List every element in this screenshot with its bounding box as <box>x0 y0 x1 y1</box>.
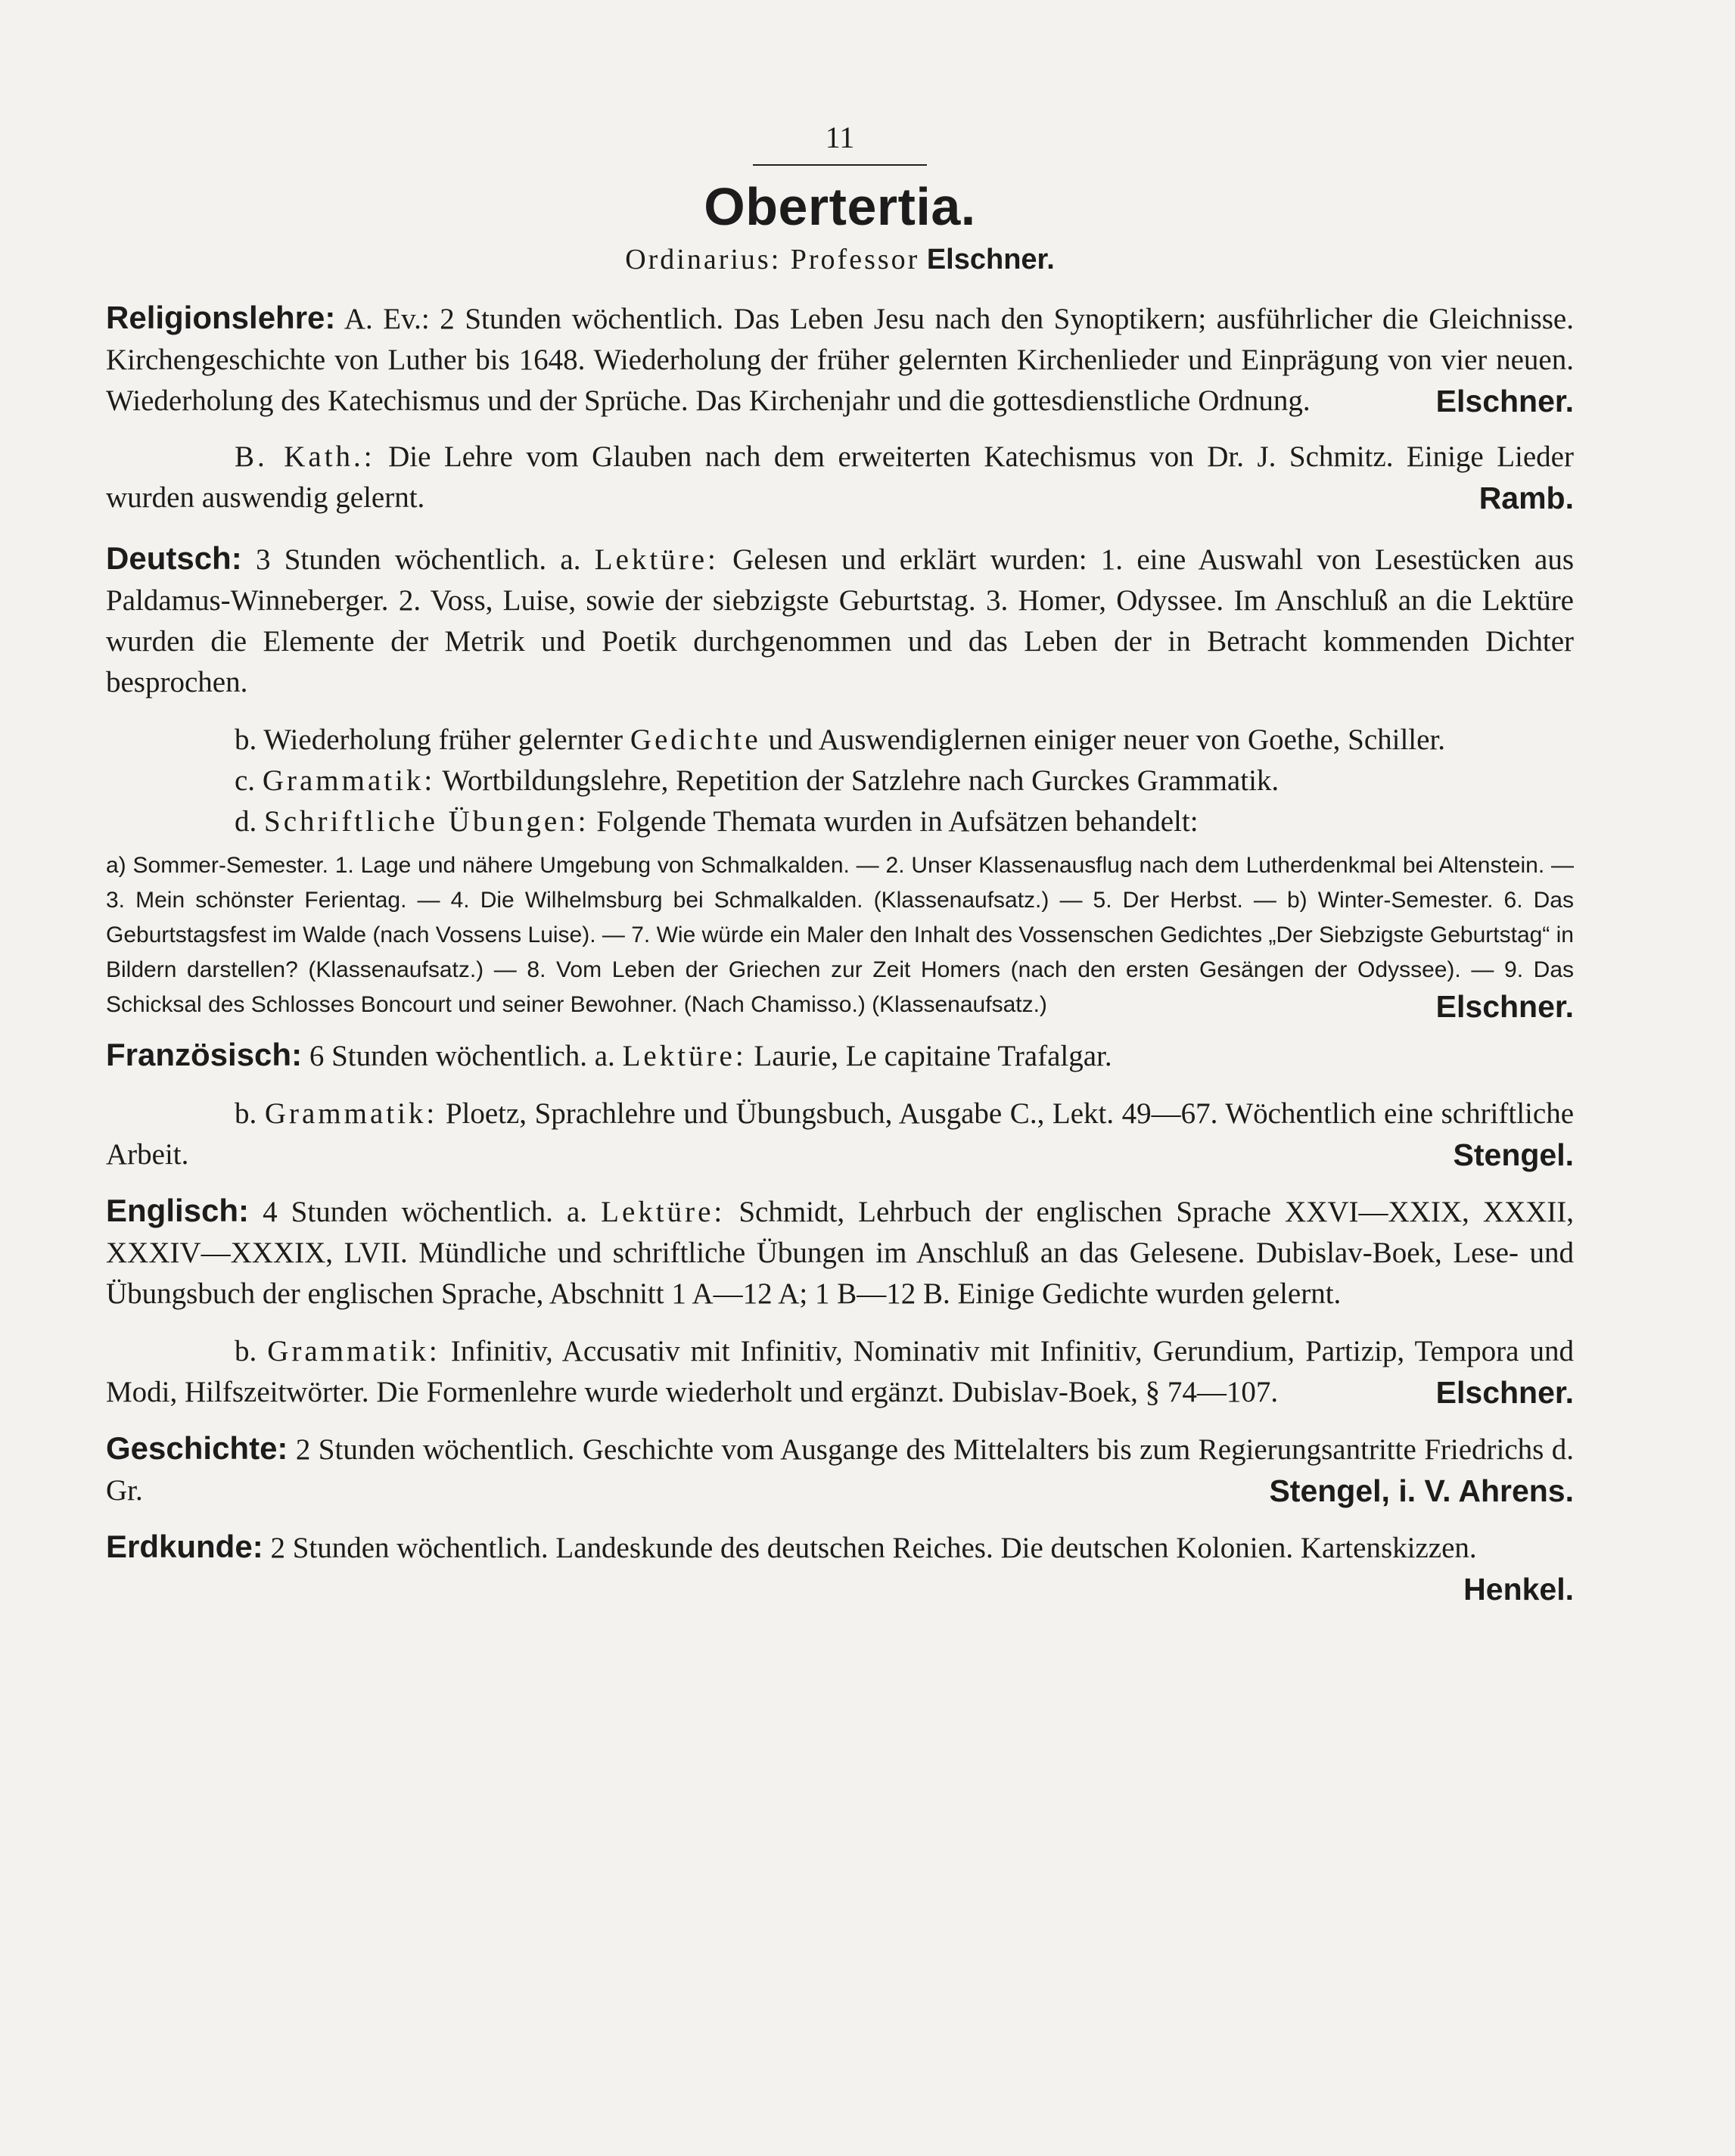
deutsch-d-post: Folgende Themata wurden in Aufsätzen behandelt: <box>596 804 1199 838</box>
page-number-rule <box>753 164 927 166</box>
deutsch-b-pre: b. Wiederholung früher gelernter <box>235 723 623 756</box>
franzoesisch-b-paragraph <box>106 1094 1574 1175</box>
deutsch-c-post: Wortbildungslehre, Repetition der Satzlehre nach Gurckes Grammatik. <box>442 764 1279 797</box>
englisch-heading: Englisch: <box>106 1192 250 1228</box>
deutsch-d-spaced: Schriftliche Übungen: <box>264 804 589 838</box>
deutsch-c-spaced: Grammatik: <box>262 764 436 797</box>
erdkunde-heading: Erdkunde: <box>106 1528 263 1564</box>
englisch-b-spaced: Grammatik: <box>267 1334 440 1367</box>
geschichte-teacher: Stengel, i. V. Ahrens. <box>1269 1473 1574 1508</box>
deutsch-c-pre: c. <box>235 764 256 797</box>
religion-ev-paragraph <box>106 297 1574 422</box>
ordinarius-label: Ordinarius: Professor <box>625 243 920 275</box>
franzoesisch-lektuere-label: Lektüre: <box>622 1039 747 1072</box>
franzoesisch-b-post: Ploetz, Sprachlehre und Übungsbuch, Ausgabe C., Lekt. 49—67. Wöchentlich eine schriftliche Arbeit. <box>106 1097 1574 1171</box>
englisch-lektuere-text: Schmidt, Lehrbuch der englischen Sprache XXVI—XXIX, XXXII, XXXIV—XXXIX, LVII. Mündliche und schriftliche Übungen im Anschluß an das Gelesene. Dubislav-Boek, Lese- und Übungsbuch der englischen Sprache, Abschnitt 1 A—12 A; 1 B—12 B. Einige Gedichte wurden gelernt. <box>106 1195 1575 1310</box>
erdkunde-paragraph <box>106 1526 1574 1607</box>
religion-kath-label: B. Kath.: <box>235 440 375 473</box>
religion-kath-paragraph <box>106 437 1574 518</box>
erdkunde-teacher: Henkel. <box>1463 1571 1574 1607</box>
religion-heading: Religionslehre: <box>106 299 336 335</box>
page-title: Obertertia. <box>704 177 976 236</box>
document-page <box>106 114 1574 1610</box>
ordinarius-name: Elschner. <box>926 243 1055 275</box>
deutsch-b-paragraph <box>106 720 1574 761</box>
section-englisch <box>106 1190 1574 1413</box>
deutsch-d-paragraph <box>106 801 1574 842</box>
geschichte-heading: Geschichte: <box>106 1430 288 1466</box>
deutsch-c-paragraph <box>106 761 1574 801</box>
section-geschichte <box>106 1428 1574 1511</box>
religion-kath-text: Die Lehre vom Glauben nach dem erweiterten Katechismus von Dr. J. Schmitz. Einige Lieder wurden auswendig gelernt. <box>106 440 1574 514</box>
franzoesisch-heading: Französisch: <box>106 1036 303 1072</box>
franzoesisch-a-paragraph <box>106 1034 1574 1077</box>
deutsch-intro: 3 Stunden wöchentlich. a. <box>255 543 581 576</box>
section-religion-kath <box>106 437 1574 518</box>
deutsch-a-paragraph <box>106 538 1574 703</box>
deutsch-teacher: Elschner. <box>1435 988 1574 1024</box>
geschichte-text: 2 Stunden wöchentlich. Geschichte vom Ausgange des Mittelalters bis zum Regierungsantritte Friedrichs d. Gr. <box>106 1433 1575 1507</box>
deutsch-lektuere-label: Lektüre: <box>594 543 719 576</box>
deutsch-lektuere-text: Gelesen und erklärt wurden: 1. eine Auswahl von Lesestücken aus Paldamus-Winneberger. 2. Voss, Luise, sowie der siebzigste Geburtstag. 3. Homer, Odyssee. Im Anschluß an die Lektüre wurden die Elemente der Metrik und Poetik durchgenommen und das Leben der in Betracht kommenden Dichter besprochen. <box>106 543 1575 698</box>
page-number: 11 <box>825 120 855 154</box>
section-franzoesisch <box>106 1034 1574 1175</box>
franzoesisch-b-pre: b. <box>235 1097 257 1130</box>
englisch-b-paragraph <box>106 1331 1574 1413</box>
deutsch-themes <box>106 848 1574 1024</box>
geschichte-paragraph <box>106 1428 1574 1511</box>
deutsch-d-pre: d. <box>235 804 257 838</box>
englisch-teacher: Elschner. <box>1435 1374 1574 1410</box>
englisch-lektuere-label: Lektüre: <box>601 1195 726 1228</box>
franzoesisch-lektuere-text: Laurie, Le capitaine Trafalgar. <box>754 1039 1112 1072</box>
englisch-a-paragraph <box>106 1190 1574 1314</box>
religion-ev-teacher: Elschner. <box>1435 383 1574 418</box>
religion-kath-teacher: Ramb. <box>1478 480 1574 515</box>
englisch-b-pre: b. <box>235 1334 257 1367</box>
erdkunde-text: 2 Stunden wöchentlich. Landeskunde des deutschen Reiches. Die deutschen Kolonien. Kartenskizzen. <box>270 1531 1477 1564</box>
franzoesisch-b-spaced: Grammatik: <box>264 1097 438 1130</box>
ordinarius-line <box>106 243 1574 276</box>
englisch-intro: 4 Stunden wöchentlich. a. <box>263 1195 588 1228</box>
deutsch-b-post: und Auswendiglernen einiger neuer von Goethe, Schiller. <box>768 723 1446 756</box>
section-erdkunde <box>106 1526 1574 1610</box>
section-deutsch <box>106 538 1574 1024</box>
religion-ev-text: A. Ev.: 2 Stunden wöchentlich. Das Leben Jesu nach den Synoptikern; ausführlicher die Gleichnisse. Kirchengeschichte von Luther bis 1648. Wiederholung der früher gelernten Kirchenlieder und Einprägung von vier neuen. Wiederholung des Katechismus und der Sprüche. Das Kirchenjahr und die gottesdienstliche Ordnung. <box>106 302 1574 417</box>
franzoesisch-teacher: Stengel. <box>1453 1137 1574 1172</box>
englisch-b-post: Infinitiv, Accusativ mit Infinitiv, Nominativ mit Infinitiv, Gerundium, Partizip, Tempora und Modi, Hilfszeitwörter. Die Formenlehre wurde wiederholt und ergänzt. Dubislav-Boek, § 74—107. <box>106 1334 1575 1408</box>
deutsch-b-spaced: Gedichte <box>630 723 761 756</box>
franzoesisch-intro: 6 Stunden wöchentlich. a. <box>309 1039 615 1072</box>
deutsch-heading: Deutsch: <box>106 540 242 576</box>
section-religion <box>106 297 1574 422</box>
deutsch-themes-text: a) Sommer-Semester. 1. Lage und nähere Umgebung von Schmalkalden. — 2. Unser Klassenausflug nach dem Lutherdenkmal bei Altenstein. — 3. Mein schönster Ferientag. — 4. Die Wilhelmsburg bei Schmalkalden. (Klassenaufsatz.) — 5. Der Herbst. — b) Winter-Semester. 6. Das Geburtstagsfest im Walde (nach Vossens Luise). — 7. Wie würde ein Maler den Inhalt des Vossenschen Gedichtes „Der Siebzigste Geburtstag“ in Bildern darstellen? (Klassenaufsatz.) — 8. Vom Leben der Griechen zur Zeit Homers (nach den ersten Gesängen der Odyssee). — 9. Das Schicksal des Schlosses Boncourt und seiner Bewohner. (Nach Chamisso.) (Klassenaufsatz.) <box>106 852 1574 1017</box>
